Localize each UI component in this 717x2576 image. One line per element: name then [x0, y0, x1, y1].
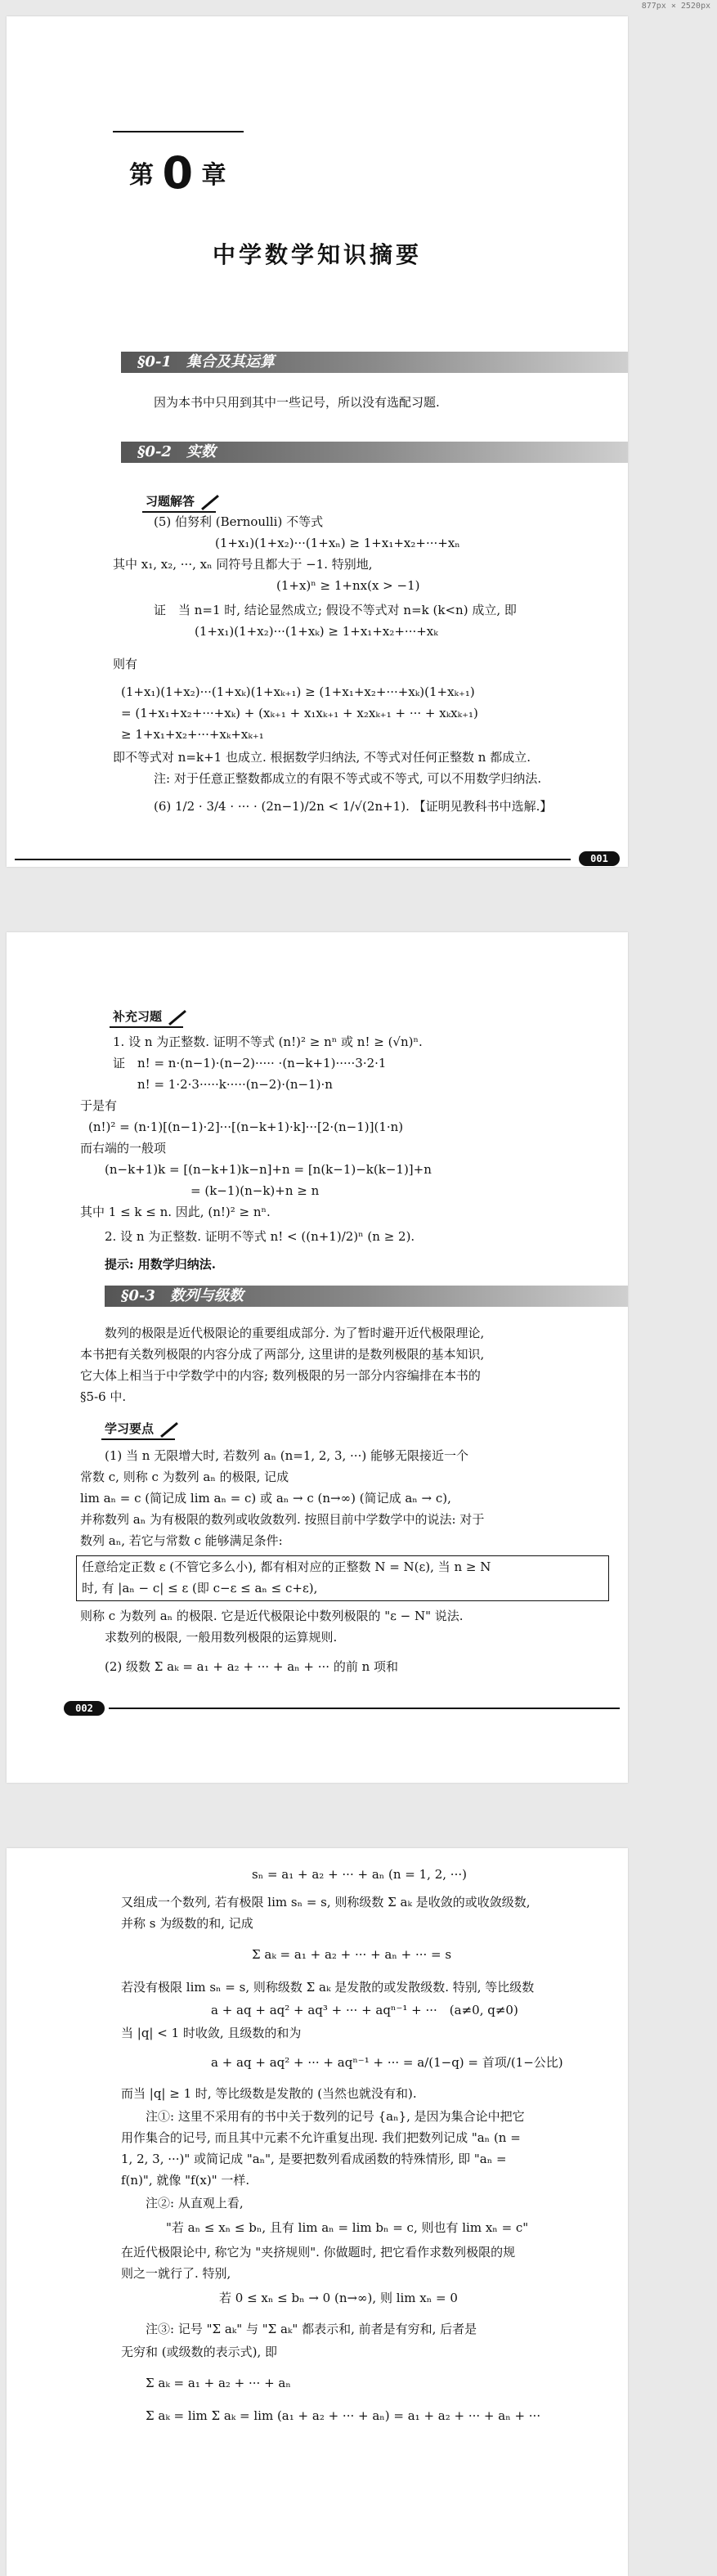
text-line: 证 当 n=1 时, 结论显然成立; 假设不等式对 n=k (k<n) 成立, 即	[154, 603, 517, 617]
section-0-1-heading: §0-1 集合及其运算	[121, 352, 628, 373]
formula-line: Σ aₖ = a₁ + a₂ + ··· + aₙ	[146, 2376, 291, 2390]
text-line: 若没有极限 lim sₙ = s, 则称级数 Σ aₖ 是发散的或发散级数. 特别, 等比级数	[121, 1980, 535, 1995]
pen-icon	[168, 1009, 186, 1025]
viewer-bar	[0, 0, 717, 15]
formula-line: (1+x₁)(1+x₂)···(1+xₙ) ≥ 1+x₁+x₂+···+xₙ	[215, 536, 460, 550]
formula-line: "若 aₙ ≤ xₙ ≤ bₙ, 且有 lim aₙ = lim bₙ = c, 则也有 lim xₙ = c"	[166, 2220, 529, 2235]
text-line: 又组成一个数列, 若有极限 lim sₙ = s, 则称级数 Σ aₖ 是收敛的或收敛级数,	[121, 1895, 531, 1910]
formula-line: = (1+x₁+x₂+···+xₖ) + (xₖ₊₁ + x₁xₖ₊₁ + x₂xₖ₊₁ + ··· + xₖxₖ₊₁)	[121, 706, 478, 720]
text-line: (6) 1/2 · 3/4 · ··· · (2n−1)/2n < 1/√(2n+1). 【证明见教科书中选解.】	[154, 799, 553, 814]
supplementary-heading: 补充习题	[113, 1008, 188, 1025]
footer-rule	[109, 1708, 620, 1709]
text-line: 则有	[113, 657, 138, 671]
formula-line: Σ aₖ = a₁ + a₂ + ··· + aₙ + ··· = s	[252, 1947, 452, 1962]
pen-icon	[201, 494, 219, 509]
page-number: 001	[579, 851, 620, 866]
text-line: 而右端的一般项	[80, 1141, 167, 1156]
formula-line: = (k−1)(n−k)+n ≥ n	[190, 1183, 320, 1198]
text-line: 无穷和 (或级数的表示式), 即	[121, 2345, 278, 2359]
page-number: 002	[64, 1701, 105, 1716]
note-line: 用作集合的记号, 而且其中元素不允许重复出现. 我们把数列记成 "aₙ (n =	[121, 2130, 521, 2145]
formula-line: (n−k+1)k = [(n−k+1)k−n]+n = [n(k−1)−k(k−1)]+n	[105, 1162, 432, 1177]
formula-line: (1+x)ⁿ ≥ 1+nx(x > −1)	[276, 578, 420, 593]
definition-line: 时, 有 |aₙ − c| ≤ ε (即 c−ε ≤ aₙ ≤ c+ε),	[82, 1581, 318, 1595]
note-line: f(n)", 就像 "f(x)" 一样.	[121, 2173, 250, 2188]
exercise-heading: 习题解答	[146, 492, 221, 509]
page-3	[7, 1848, 628, 2576]
chapter-suffix: 章	[201, 161, 226, 190]
formula-line: a + aq + aq² + ··· + aqⁿ⁻¹ + ··· = a/(1−q) = 首项/(1−公比)	[211, 2055, 563, 2070]
note-line: 1, 2, 3, ···)" 或简记成 "aₙ", 是要把数列看成函数的特殊情形, 即 "aₙ =	[121, 2152, 507, 2166]
note-line: 注①: 这里不采用有的书中关于数列的记号 {aₙ}, 是因为集合论中把它	[146, 2109, 525, 2124]
text-line: 则之一就行了. 特别,	[121, 2266, 231, 2281]
image-dimensions: 877px × 2520px	[641, 2, 710, 11]
text-line: (1) 当 n 无限增大时, 若数列 aₙ (n=1, 2, 3, ···) 能够无限接近一个	[105, 1448, 468, 1463]
text-line: (5) 伯努利 (Bernoulli) 不等式	[154, 514, 324, 529]
formula-line: (n!)² = (n·1)[(n−1)·2]···[(n−k+1)·k]···[2·(n−1)](1·n)	[88, 1120, 404, 1134]
paragraph-line: 数列的极限是近代极限论的重要组成部分. 为了暂时避开近代极限理论,	[105, 1326, 485, 1340]
paragraph-line: §5-6 中.	[80, 1389, 127, 1404]
formula-line: 若 0 ≤ xₙ ≤ bₙ → 0 (n→∞), 则 lim xₙ = 0	[219, 2291, 458, 2305]
pen-icon	[160, 1421, 178, 1437]
section-0-2-heading: §0-2 实数	[121, 442, 628, 463]
text-line: 当 |q| < 1 时收敛, 且级数的和为	[121, 2026, 302, 2040]
text-line: 2. 设 n 为正整数. 证明不等式 n! < ((n+1)/2)ⁿ (n ≥ 2).	[105, 1229, 415, 1244]
text-line: 其中 1 ≤ k ≤ n. 因此, (n!)² ≥ nⁿ.	[80, 1205, 271, 1219]
formula-line: 证 n! = n·(n−1)·(n−2)····· ·(n−k+1)·····3·2·1	[113, 1056, 387, 1070]
formula-line: ≥ 1+x₁+x₂+···+xₖ+xₖ₊₁	[121, 727, 264, 742]
page-2	[7, 932, 628, 1783]
text-line: 于是有	[80, 1098, 118, 1113]
text-line: 其中 x₁, x₂, ···, xₙ 同符号且都大于 −1. 特别地,	[113, 557, 373, 572]
paragraph-line: 它大体上相当于中学数学中的内容; 数列极限的另一部分内容编排在本书的	[80, 1368, 481, 1383]
text-line: 并称数列 aₙ 为有极限的数列或收敛数列. 按照目前中学数学中的说法: 对于	[80, 1512, 485, 1527]
text-line: 并称 s 为级数的和, 记成	[121, 1916, 253, 1931]
text-line: 常数 c, 则称 c 为数列 aₙ 的极限, 记成	[80, 1470, 289, 1484]
page-1	[7, 16, 628, 867]
text-line: 1. 设 n 为正整数. 证明不等式 (n!)² ≥ nⁿ 或 n! ≥ (√n)ⁿ.	[113, 1034, 423, 1049]
chapter-number: 0	[162, 147, 194, 199]
key-points-heading: 学习要点	[105, 1420, 180, 1437]
chapter-rule	[113, 131, 244, 132]
chapter-heading	[129, 147, 226, 199]
formula-line: n! = 1·2·3·····k·····(n−2)·(n−1)·n	[137, 1077, 333, 1092]
text-line: 即不等式对 n=k+1 也成立. 根据数学归纳法, 不等式对任何正整数 n 都成立.	[113, 750, 531, 765]
text-line: (2) 级数 Σ aₖ = a₁ + a₂ + ··· + aₙ + ··· 的前 n 项和	[105, 1659, 399, 1674]
text-line: 数列 aₙ, 若它与常数 c 能够满足条件:	[80, 1533, 283, 1548]
text-line: 而当 |q| ≥ 1 时, 等比级数是发散的 (当然也就没有和).	[121, 2086, 417, 2101]
section-0-1-text: 因为本书中只用到其中一些记号，所以没有选配习题.	[154, 395, 440, 410]
formula-line: Σ aₖ = lim Σ aₖ = lim (a₁ + a₂ + ··· + aₙ) = a₁ + a₂ + ··· + aₙ + ···	[146, 2408, 541, 2423]
hint-line: 提示: 用数学归纳法.	[105, 1257, 216, 1272]
formula-line: sₙ = a₁ + a₂ + ··· + aₙ (n = 1, 2, ···)	[252, 1867, 467, 1882]
section-0-3-heading: §0-3 数列与级数	[105, 1286, 628, 1307]
chapter-prefix: 第	[129, 161, 154, 190]
definition-line: 任意给定正数 ε (不管它多么小), 都有相对应的正整数 N = N(ε), 当 n ≥ N	[82, 1560, 491, 1574]
text-line: 求数列的极限, 一般用数列极限的运算规则.	[105, 1630, 338, 1645]
formula-line: (1+x₁)(1+x₂)···(1+xₖ)(1+xₖ₊₁) ≥ (1+x₁+x₂+···+xₖ)(1+xₖ₊₁)	[121, 684, 475, 699]
formula-line: (1+x₁)(1+x₂)···(1+xₖ) ≥ 1+x₁+x₂+···+xₖ	[195, 624, 438, 639]
footer-rule	[15, 859, 571, 860]
note-line: 注③: 记号 "Σ aₖ" 与 "Σ aₖ" 都表示和, 前者是有穷和, 后者是	[146, 2322, 477, 2336]
formula-line: a + aq + aq² + aq³ + ··· + aqⁿ⁻¹ + ··· (a≠0, q≠0)	[211, 2003, 518, 2017]
note-line: 注②: 从直观上看,	[146, 2196, 244, 2210]
paragraph-line: 本书把有关数列极限的内容分成了两部分, 这里讲的是数列极限的基本知识,	[80, 1347, 485, 1362]
text-line: 则称 c 为数列 aₙ 的极限. 它是近代极限论中数列极限的 "ε − N" 说法.	[80, 1609, 464, 1623]
chapter-title: 中学数学知识摘要	[212, 241, 422, 268]
note-line: 注: 对于任意正整数都成立的有限不等式或不等式, 可以不用数学归纳法.	[154, 771, 542, 786]
text-line: 在近代极限论中, 称它为 "夹挤规则". 你做题时, 把它看作求数列极限的规	[121, 2245, 516, 2260]
formula-line: lim aₙ = c (简记成 lim aₙ = c) 或 aₙ → c (n→∞) (简记成 aₙ → c),	[80, 1491, 451, 1506]
